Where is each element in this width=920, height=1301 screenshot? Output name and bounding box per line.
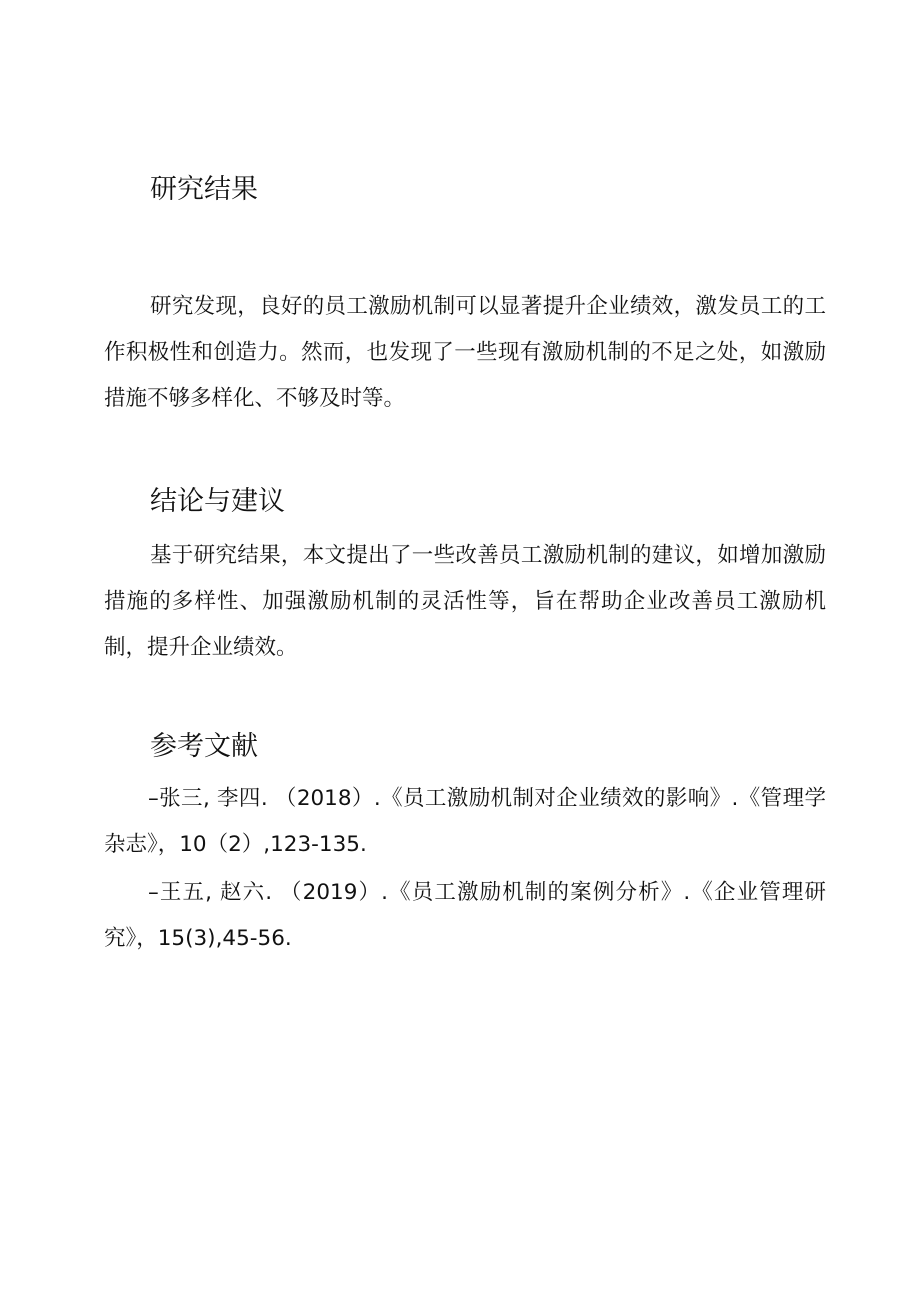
section-heading-results: 研究结果: [150, 174, 258, 205]
reference-item: –张三, 李四. （2018）.《员工激励机制对企业绩效的影响》.《管理学杂志》，10（2）,123-135.: [104, 786, 826, 857]
section-heading-conclusion: 结论与建议: [150, 486, 285, 517]
paragraph-conclusion: 基于研究结果，本文提出了一些改善员工激励机制的建议，如增加激励措施的多样性、加强激励机制的灵活性等，旨在帮助企业改善员工激励机制，提升企业绩效。: [104, 543, 826, 660]
reference-item: –王五, 赵六. （2019）.《员工激励机制的案例分析》.《企业管理研究》，15(3),45-56.: [104, 880, 826, 951]
section-heading-references: 参考文献: [150, 731, 258, 762]
paragraph-results: 研究发现，良好的员工激励机制可以显著提升企业绩效，激发员工的工作积极性和创造力。然而，也发现了一些现有激励机制的不足之处，如激励措施不够多样化、不够及时等。: [104, 294, 826, 411]
